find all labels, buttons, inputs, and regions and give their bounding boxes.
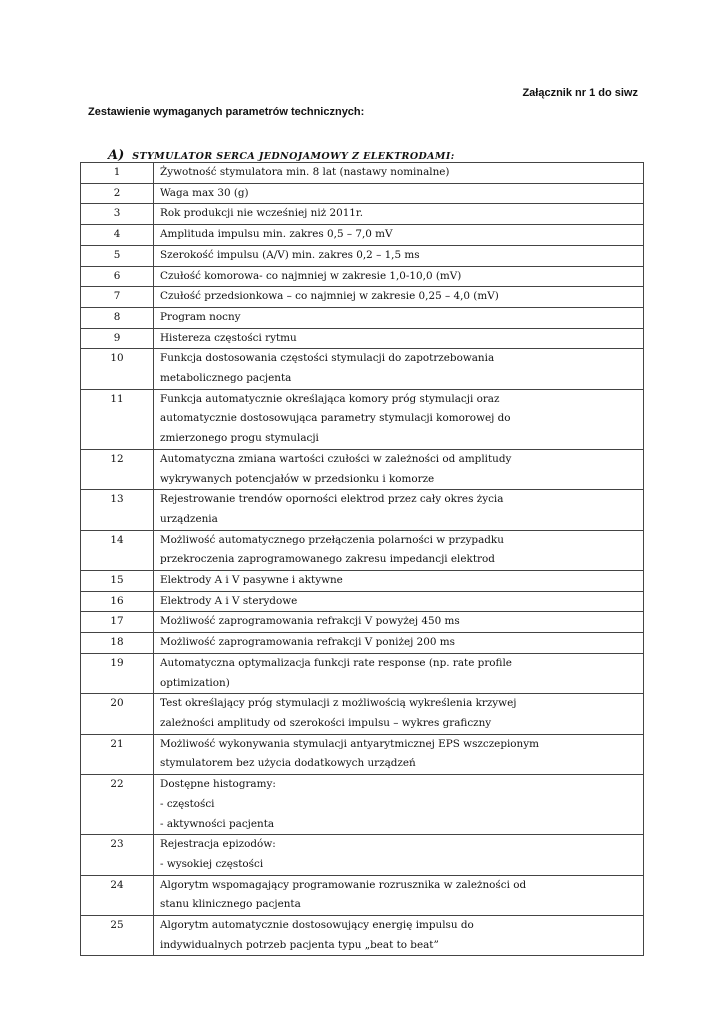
- table-row: [81, 287, 644, 308]
- row-description: [154, 875, 644, 915]
- table-row: [81, 204, 644, 225]
- row-number: 15: [81, 571, 154, 592]
- description-line: Program nocny: [160, 310, 241, 323]
- description-line: wykrywanych potencjałów w przedsionku i komorze: [160, 472, 435, 485]
- row-number: 9: [81, 328, 154, 349]
- row-number: 13: [81, 490, 154, 530]
- row-description: [154, 835, 644, 875]
- description-line: Czułość przedsionkowa – co najmniej w zakresie 0,25 – 4,0 (mV): [160, 290, 499, 303]
- table-row: [81, 328, 644, 349]
- row-description: [154, 245, 644, 266]
- description-line: Elektrody A i V sterydowe: [160, 594, 298, 607]
- table-row: [81, 835, 644, 875]
- row-description: [154, 163, 644, 184]
- description-line: przekroczenia zaprogramowanego zakresu impedancji elektrod: [160, 553, 495, 566]
- table-row: [81, 225, 644, 246]
- description-line: Możliwość automatycznego przełączenia polarności w przypadku: [160, 533, 504, 546]
- description-line: Histereza częstości rytmu: [160, 331, 297, 344]
- row-description: [154, 694, 644, 734]
- table-row: [81, 694, 644, 734]
- table-row: [81, 591, 644, 612]
- description-line: zmierzonego progu stymulacji: [160, 432, 319, 445]
- row-number: 1: [81, 163, 154, 184]
- row-number: 2: [81, 183, 154, 204]
- row-description: [154, 612, 644, 633]
- row-description: [154, 591, 644, 612]
- table-row: [81, 163, 644, 184]
- description-line: Żywotność stymulatora min. 8 lat (nastawy nominalne): [160, 166, 450, 178]
- row-number: 8: [81, 307, 154, 328]
- description-line: Automatyczna optymalizacja funkcji rate response (np. rate profile: [160, 656, 512, 669]
- description-line: urządzenia: [160, 512, 218, 525]
- row-number: 11: [81, 389, 154, 449]
- table-row: [81, 389, 644, 449]
- description-line: - wysokiej częstości: [160, 857, 264, 870]
- table-row: [81, 612, 644, 633]
- row-description: [154, 389, 644, 449]
- description-line: - częstości: [160, 797, 215, 810]
- row-description: [154, 307, 644, 328]
- document-heading: Zestawienie wymaganych parametrów technicznych:: [88, 106, 365, 118]
- row-number: 3: [81, 204, 154, 225]
- table-row: [81, 183, 644, 204]
- table-row: [81, 571, 644, 592]
- description-line: - aktywności pacjenta: [160, 817, 275, 830]
- row-description: [154, 571, 644, 592]
- row-description: [154, 204, 644, 225]
- section-title: [108, 144, 455, 163]
- row-description: [154, 287, 644, 308]
- table-row: [81, 307, 644, 328]
- row-number: 25: [81, 916, 154, 956]
- row-number: 21: [81, 734, 154, 774]
- row-description: [154, 183, 644, 204]
- table-row: [81, 653, 644, 693]
- row-number: 18: [81, 633, 154, 654]
- table-row: [81, 775, 644, 835]
- description-line: Automatyczna zmiana wartości czułości w zależności od amplitudy: [160, 452, 512, 465]
- table-row: [81, 245, 644, 266]
- description-line: Waga max 30 (g): [160, 186, 249, 199]
- row-description: [154, 490, 644, 530]
- row-description: [154, 633, 644, 654]
- description-line: Amplituda impulsu min. zakres 0,5 – 7,0 mV: [160, 228, 393, 241]
- description-line: Dostępne histogramy:: [160, 778, 276, 791]
- row-description: [154, 775, 644, 835]
- row-description: [154, 653, 644, 693]
- table-row: [81, 875, 644, 915]
- description-line: Rejestracja epizodów:: [160, 838, 276, 851]
- section-letter: A): [108, 148, 125, 163]
- table-row: [81, 349, 644, 389]
- row-number: 16: [81, 591, 154, 612]
- row-number: 20: [81, 694, 154, 734]
- row-number: 10: [81, 349, 154, 389]
- row-number: 4: [81, 225, 154, 246]
- table-row: [81, 916, 644, 956]
- row-description: [154, 916, 644, 956]
- row-number: 22: [81, 775, 154, 835]
- description-line: metabolicznego pacjenta: [160, 372, 292, 385]
- description-line: Elektrody A i V pasywne i aktywne: [160, 574, 343, 587]
- description-line: Algorytm automatycznie dostosowujący energię impulsu do: [160, 919, 474, 932]
- row-number: 14: [81, 530, 154, 570]
- row-description: [154, 734, 644, 774]
- row-description: [154, 328, 644, 349]
- description-line: stymulatorem bez użycia dodatkowych urządzeń: [160, 757, 416, 770]
- row-description: [154, 225, 644, 246]
- table-row: [81, 490, 644, 530]
- description-line: optimization): [160, 676, 230, 689]
- description-line: Możliwość zaprogramowania refrakcji V powyżej 450 ms: [160, 615, 460, 628]
- table-row: [81, 734, 644, 774]
- description-line: Szerokość impulsu (A/V) min. zakres 0,2 – 1,5 ms: [160, 248, 420, 261]
- table-row: [81, 449, 644, 489]
- description-line: Algorytm wspomagający programowanie rozrusznika w zależności od: [160, 878, 527, 891]
- row-description: [154, 349, 644, 389]
- description-line: zależności amplitudy od szerokości impulsu – wykres graficzny: [160, 716, 492, 729]
- description-line: Czułość komorowa- co najmniej w zakresie 1,0-10,0 (mV): [160, 269, 462, 282]
- row-number: 19: [81, 653, 154, 693]
- description-line: indywidualnych potrzeb pacjenta typu „beat to beat”: [160, 938, 439, 951]
- table-row: [81, 530, 644, 570]
- description-line: Funkcja dostosowania częstości stymulacji do zapotrzebowania: [160, 352, 495, 365]
- description-line: stanu klinicznego pacjenta: [160, 898, 301, 911]
- row-number: 7: [81, 287, 154, 308]
- description-line: Rok produkcji nie wcześniej niż 2011r.: [160, 207, 364, 220]
- row-number: 12: [81, 449, 154, 489]
- row-number: 5: [81, 245, 154, 266]
- description-line: Możliwość zaprogramowania refrakcji V poniżej 200 ms: [160, 636, 455, 649]
- row-description: [154, 266, 644, 287]
- row-number: 24: [81, 875, 154, 915]
- annex-label: Załącznik nr 1 do siwz: [522, 87, 638, 99]
- row-description: [154, 530, 644, 570]
- table-row: [81, 266, 644, 287]
- row-description: [154, 449, 644, 489]
- description-line: Rejestrowanie trendów oporności elektrod przez cały okres życia: [160, 493, 504, 506]
- row-number: 23: [81, 835, 154, 875]
- row-number: 17: [81, 612, 154, 633]
- section-title-text: STYMULATOR SERCA JEDNOJAMOWY Z ELEKTRODAMI:: [132, 151, 455, 162]
- table-row: [81, 633, 644, 654]
- parameters-table: [80, 162, 644, 956]
- description-line: Test określający próg stymulacji z możliwością wykreślenia krzywej: [160, 697, 517, 710]
- description-line: Funkcja automatycznie określająca komory próg stymulacji oraz: [160, 392, 500, 405]
- description-line: automatycznie dostosowująca parametry stymulacji komorowej do: [160, 412, 511, 425]
- row-number: 6: [81, 266, 154, 287]
- description-line: Możliwość wykonywania stymulacji antyarytmicznej EPS wszczepionym: [160, 737, 539, 750]
